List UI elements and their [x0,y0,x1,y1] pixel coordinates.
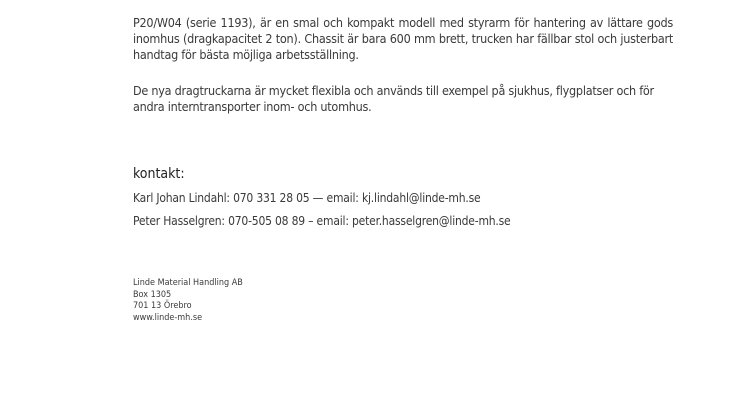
address-postal: 701 13 Örebro [133,301,192,311]
body-paragraph-1: P20/W04 (serie 1193), är en smal och kompakt modell med styrarm för hantering av lättare gods inomhus (dragkapacitet 2 ton). Chassit är bara 600 mm brett, trucken har fällbar stol och justerbart handtag för bästa möjliga arbetsställning. [133,15,673,62]
address-box: Box 1305 [133,289,172,300]
contact-heading: kontakt: [133,166,185,182]
contact-line-peter: Peter Hasselgren: 070-505 08 89 – email: peter.hasselgren@linde-mh.se [133,214,511,228]
body-paragraph-2: De nya dragtruckarna är mycket flexibla och används till exempel på sjukhus, flygplatser och för andra interntransporter inom- och utomhus. [133,83,654,114]
contact-line-karl: Karl Johan Lindahl: 070 331 28 05 — email: kj.lindahl@linde-mh.se [133,191,481,205]
company-address [133,278,243,324]
address-company: Linde Material Handling AB [133,278,243,288]
address-web-link[interactable]: www.linde-mh.se [133,312,203,323]
